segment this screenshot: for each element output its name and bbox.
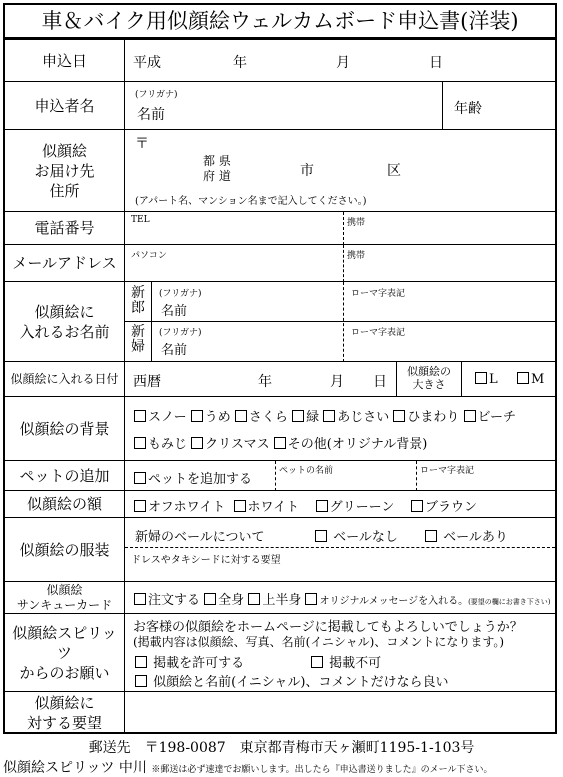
frame-options bbox=[134, 496, 477, 515]
thank-you-card-label: 似顔絵 サンキューカード bbox=[5, 582, 125, 613]
bg-sakura-checkbox[interactable]: さくら bbox=[235, 410, 288, 425]
portrait-date-label: 似顔絵に入れる日付 bbox=[5, 362, 125, 396]
phone-label: 電話番号 bbox=[5, 212, 125, 244]
prefecture-text-1: 都 県 bbox=[203, 154, 231, 168]
card-upperbody-checkbox[interactable]: 上半身 bbox=[248, 593, 301, 608]
ward-text: 区 bbox=[387, 163, 401, 179]
website-request-row bbox=[5, 613, 555, 691]
frame-green-checkbox[interactable]: グリーーン bbox=[316, 500, 395, 515]
mobile-phone-field[interactable]: 携帯 bbox=[347, 218, 366, 228]
divider bbox=[343, 282, 344, 362]
wish-label: 似顔絵に 対する要望 bbox=[5, 692, 125, 734]
bg-momiji-checkbox[interactable]: もみじ bbox=[134, 437, 187, 452]
mobile-email-field[interactable]: 携帯 bbox=[347, 251, 366, 261]
year-text[interactable]: 年 bbox=[258, 374, 272, 390]
groom-label: 新 郎 bbox=[131, 285, 145, 316]
sender-name: 似顔絵スピリッツ 中川 bbox=[3, 760, 147, 776]
costume-row bbox=[5, 517, 555, 581]
frame-white-checkbox[interactable]: ホワイト bbox=[234, 500, 300, 515]
address-label: 似顔絵 お届け先 住所 bbox=[5, 130, 125, 211]
application-date-row bbox=[5, 40, 555, 81]
bride-romaji-field[interactable]: ローマ字表記 bbox=[351, 328, 406, 338]
frame-brown-checkbox[interactable]: ブラウン bbox=[411, 500, 477, 515]
divider bbox=[442, 82, 443, 130]
mailing-footer bbox=[3, 757, 563, 777]
veil-yes-checkbox[interactable]: ベールあり bbox=[425, 526, 508, 545]
pc-email-field[interactable]: パソコン bbox=[131, 251, 167, 261]
names-row bbox=[5, 281, 555, 361]
postal-mark[interactable]: 〒 bbox=[135, 136, 149, 152]
prefecture-text-2: 府 道 bbox=[203, 169, 231, 183]
groom-romaji-field[interactable]: ローマ字表記 bbox=[351, 289, 406, 299]
background-label: 似顔絵の背景 bbox=[5, 397, 125, 460]
bg-snow-checkbox[interactable]: スノー bbox=[134, 410, 187, 425]
costume-label: 似顔絵の服装 bbox=[5, 518, 125, 581]
day-text[interactable]: 日 bbox=[429, 55, 443, 71]
bg-christmas-checkbox[interactable]: クリスマス bbox=[191, 437, 269, 452]
divider bbox=[461, 362, 462, 397]
divider bbox=[416, 461, 417, 491]
applicant-row bbox=[5, 81, 555, 129]
pet-label: ペットの追加 bbox=[5, 461, 125, 490]
bg-ajisai-checkbox[interactable]: あじさい bbox=[323, 410, 389, 425]
wish-input-area[interactable] bbox=[126, 692, 554, 735]
size-label: 似顔絵の 大きさ bbox=[407, 365, 451, 391]
pet-name-field[interactable]: ペットの名前 bbox=[279, 466, 334, 476]
divider bbox=[125, 547, 555, 548]
pet-romaji-field[interactable]: ローマ字表記 bbox=[420, 466, 475, 476]
website-request-label: 似顔絵スピリッツ からのお願い bbox=[5, 614, 125, 691]
divider bbox=[275, 461, 276, 491]
divider bbox=[343, 245, 344, 282]
card-order-checkbox[interactable]: 注文する bbox=[134, 593, 200, 608]
wish-row bbox=[5, 691, 555, 734]
mailing-note: ※郵送は必ず速達でお願いします。出したら『申込書送りました』のメール下さい。 bbox=[151, 765, 493, 775]
email-label: メールアドレス bbox=[5, 245, 125, 281]
month-text[interactable]: 月 bbox=[330, 374, 344, 390]
pet-row bbox=[5, 460, 555, 490]
era-text: 平成 bbox=[133, 55, 161, 71]
divider bbox=[125, 321, 555, 322]
partial-publish-checkbox[interactable]: 似顔絵と名前(イニシャル)、コメントだけなら良い bbox=[135, 671, 449, 690]
divider bbox=[151, 282, 152, 362]
veil-question: 新婦のベールについて bbox=[135, 530, 265, 545]
month-text[interactable]: 月 bbox=[336, 55, 350, 71]
background-options-line-1 bbox=[134, 406, 516, 425]
bride-furigana: (フリガナ) bbox=[159, 328, 202, 338]
mailing-address: 郵送先 〒198-0087 東京都青梅市天ヶ瀬町1195-1-103号 bbox=[88, 740, 475, 756]
age-field[interactable]: 年齢 bbox=[454, 101, 482, 117]
groom-furigana: (フリガナ) bbox=[159, 289, 202, 299]
add-pet-checkbox[interactable]: ペットを追加する bbox=[134, 468, 252, 487]
address-row bbox=[5, 129, 555, 211]
size-l-checkbox[interactable]: L bbox=[475, 372, 498, 387]
request-question: お客様の似顔絵をホームページに掲載してもよろしいでしょうか？ bbox=[133, 620, 523, 635]
frame-row bbox=[5, 490, 555, 517]
applicant-label: 申込者名 bbox=[5, 82, 125, 129]
frame-offwhite-checkbox[interactable]: オフホワイト bbox=[134, 500, 225, 515]
background-options-line-2 bbox=[134, 433, 427, 452]
bg-ume-checkbox[interactable]: うめ bbox=[191, 410, 231, 425]
tel-field[interactable]: TEL bbox=[131, 215, 150, 225]
year-text[interactable]: 年 bbox=[233, 55, 247, 71]
application-date-label: 申込日 bbox=[5, 40, 125, 81]
email-row bbox=[5, 244, 555, 281]
western-era-text: 西暦 bbox=[133, 374, 161, 390]
deny-publish-checkbox[interactable]: 掲載不可 bbox=[311, 652, 381, 671]
allow-publish-checkbox[interactable]: 掲載を許可する bbox=[135, 652, 244, 671]
request-detail: (掲載内容は似顔絵、写真、名前(イニシャル)、コメントになります。) bbox=[133, 635, 505, 649]
veil-none-checkbox[interactable]: ベールなし bbox=[315, 526, 398, 545]
frame-label: 似顔絵の額 bbox=[5, 491, 125, 517]
form-title: 車＆バイク用似顔絵ウェルカムボード申込書(洋装) bbox=[3, 3, 557, 39]
portrait-date-row bbox=[5, 361, 555, 396]
name-field[interactable]: 名前 bbox=[137, 107, 165, 123]
bg-other-checkbox[interactable]: その他(オリジナル背景) bbox=[274, 437, 428, 452]
background-row bbox=[5, 396, 555, 460]
bg-himawari-checkbox[interactable]: ひまわり bbox=[393, 410, 459, 425]
application-form bbox=[3, 38, 557, 734]
city-text: 市 bbox=[300, 163, 314, 179]
bride-label: 新 婦 bbox=[131, 324, 145, 355]
furigana-text: (フリガナ) bbox=[135, 90, 178, 100]
groom-name-field[interactable]: 名前 bbox=[161, 304, 188, 319]
costume-request-field[interactable]: ドレスやタキシードに対する要望 bbox=[131, 555, 281, 566]
day-text[interactable]: 日 bbox=[373, 374, 387, 390]
bg-green-checkbox[interactable]: 緑 bbox=[292, 410, 319, 425]
phone-row bbox=[5, 211, 555, 244]
bride-name-field[interactable]: 名前 bbox=[161, 343, 188, 358]
names-label: 似顔絵に 入れるお名前 bbox=[5, 282, 125, 361]
size-m-checkbox[interactable]: M bbox=[517, 372, 544, 387]
thank-you-card-row bbox=[5, 581, 555, 613]
divider bbox=[343, 212, 344, 245]
bg-beach-checkbox[interactable]: ビーチ bbox=[464, 410, 516, 425]
address-note: (アパート名、マンション名まで記入してください。) bbox=[135, 196, 367, 207]
card-options bbox=[134, 589, 551, 608]
card-message-checkbox[interactable]: オリジナルメッセージを入れる。(要望の欄にお書き下さい) bbox=[305, 596, 550, 607]
card-fullbody-checkbox[interactable]: 全身 bbox=[204, 593, 244, 608]
